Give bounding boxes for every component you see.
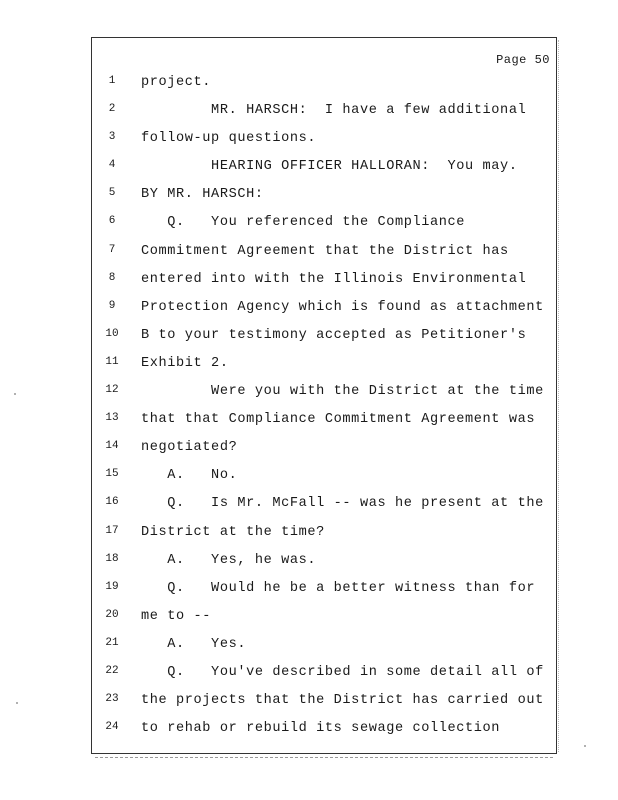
transcript-line [92,721,556,749]
line-text: Protection Agency which is found as attachment [141,299,544,315]
transcript-lines [92,75,556,749]
line-number: 2 [108,103,116,116]
scan-speck [16,702,18,704]
transcript-line [92,525,556,553]
line-text: A. No. [141,468,238,484]
line-number: 13 [105,412,119,425]
line-text: entered into with the Illinois Environmental [141,271,527,287]
transcript-line [92,637,556,665]
scan-bottom-artifact [95,757,553,760]
scan-edge-artifact [558,40,567,752]
transcript-line [92,131,556,159]
line-number: 10 [105,327,119,340]
line-number: 21 [105,636,119,649]
line-number: 6 [108,215,116,228]
line-text: A. Yes, he was. [141,552,317,568]
transcript-line [92,440,556,468]
transcript-line [92,384,556,412]
line-text: Commitment Agreement that the District has [141,243,509,259]
transcript-line [92,272,556,300]
line-text: Q. You've described in some detail all of [141,664,544,680]
transcript-line [92,159,556,187]
line-number: 4 [108,159,116,172]
line-text: that that Compliance Commitment Agreement was [141,412,536,428]
scan-speck [584,745,586,747]
line-text: project. [141,75,212,90]
line-number: 5 [108,187,116,200]
transcript-line [92,468,556,496]
transcript-page [91,37,557,754]
transcript-line [92,75,556,103]
line-number: 19 [105,580,119,593]
line-number: 1 [108,75,116,87]
line-number: 3 [108,131,116,144]
line-number: 16 [105,496,119,509]
transcript-line [92,215,556,243]
line-number: 18 [105,552,119,565]
transcript-line [92,300,556,328]
transcript-line [92,103,556,131]
line-number: 23 [105,693,119,706]
transcript-line [92,496,556,524]
transcript-line [92,609,556,637]
line-text: negotiated? [141,440,238,456]
transcript-line [92,244,556,272]
line-text: HEARING OFFICER HALLORAN: You may. [141,159,518,175]
page-number: Page 50 [496,53,550,67]
line-number: 7 [108,243,116,256]
line-number: 12 [105,384,119,397]
line-text: Exhibit 2. [141,355,229,371]
line-text: B to your testimony accepted as Petitioner's [141,327,527,343]
line-text: to rehab or rebuild its sewage collection [141,721,501,737]
line-number: 20 [105,608,119,621]
transcript-line [92,328,556,356]
line-number: 14 [105,440,119,453]
line-number: 15 [105,468,119,481]
line-number: 9 [108,299,116,312]
line-text: District at the time? [141,524,325,540]
transcript-line [92,412,556,440]
line-text: MR. HARSCH: I have a few additional [141,103,527,119]
line-text: Q. Would he be a better witness than for [141,580,536,596]
line-text: Q. Is Mr. McFall -- was he present at the [141,496,544,512]
line-number: 8 [108,271,116,284]
transcript-line [92,665,556,693]
line-number: 17 [105,524,119,537]
transcript-line [92,693,556,721]
transcript-line [92,187,556,215]
line-number: 11 [105,355,119,368]
line-number: 24 [105,721,119,734]
line-text: Were you with the District at the time [141,384,544,400]
line-text: follow-up questions. [141,131,317,147]
line-number: 22 [105,664,119,677]
line-text: Q. You referenced the Compliance [141,215,466,231]
line-text: BY MR. HARSCH: [141,187,264,203]
scan-speck [14,393,16,395]
line-text: me to -- [141,608,212,624]
line-text: A. Yes. [141,636,247,652]
transcript-line [92,356,556,384]
line-text: the projects that the District has carried out [141,693,544,709]
transcript-line [92,553,556,581]
transcript-line [92,581,556,609]
